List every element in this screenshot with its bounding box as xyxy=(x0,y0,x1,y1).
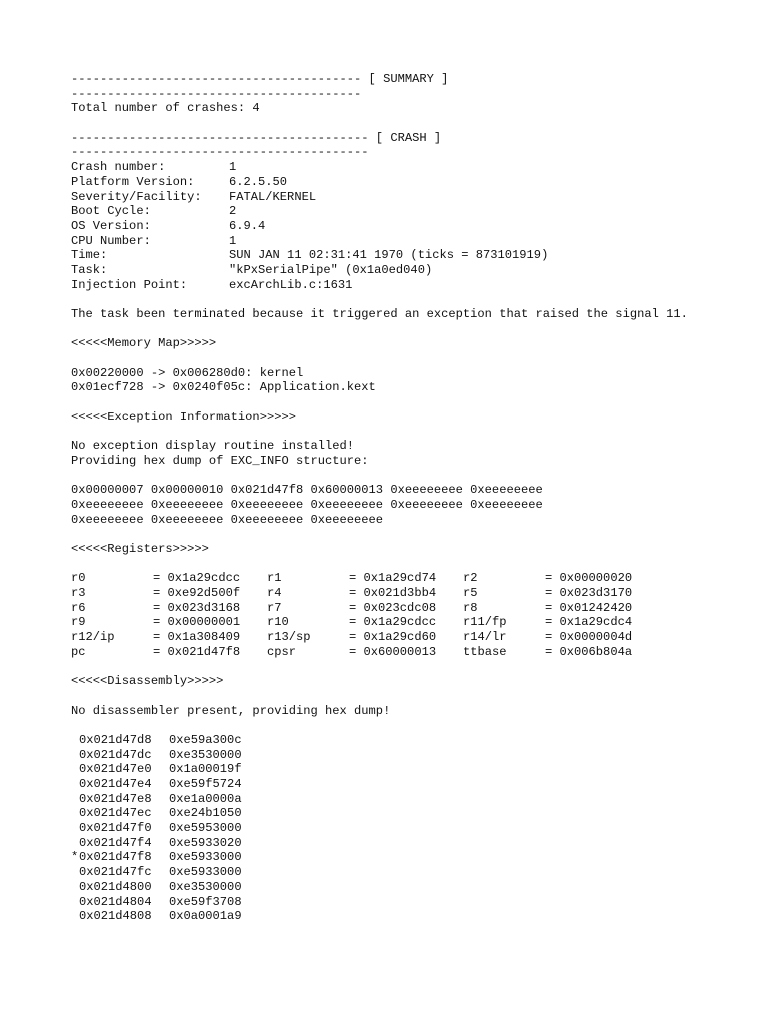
crash-field-row xyxy=(71,263,711,278)
hex-dump-row xyxy=(71,865,711,880)
hex-dump-row xyxy=(71,792,711,807)
hex-address: 0x021d4800 xyxy=(79,879,152,894)
hex-address: 0x021d47dc xyxy=(79,747,152,762)
hex-dump-row xyxy=(71,748,711,763)
hex-word: 0x1a00019f xyxy=(169,762,242,777)
register-name: r3 xyxy=(71,586,86,601)
register-name: r9 xyxy=(71,615,86,630)
register-name: r13/sp xyxy=(267,630,311,645)
exception-info-line: Providing hex dump of EXC_INFO structure: xyxy=(71,453,369,468)
register-row xyxy=(71,571,711,586)
crash-field-value: 6.2.5.50 xyxy=(229,174,288,189)
memory-map-line: 0x00220000 -> 0x006280d0: kernel xyxy=(71,365,304,380)
summary-section xyxy=(71,72,711,116)
register-name: r12/ip xyxy=(71,630,115,645)
crash-field-key: Time: xyxy=(71,248,108,263)
hex-address: 0x021d4808 xyxy=(79,909,152,924)
exception-info-heading: <<<<<Exception Information>>>>> xyxy=(71,409,296,424)
hex-dump-row xyxy=(71,836,711,851)
summary-header: ---------------------------------------- [ SUMMARY ] xyxy=(71,72,449,86)
memory-map-line: 0x01ecf728 -> 0x0240f05c: Application.kext xyxy=(71,380,376,395)
current-instruction-marker xyxy=(71,762,79,777)
register-row xyxy=(71,615,711,630)
crash-field-key: Platform Version: xyxy=(71,174,195,189)
hex-dump-row xyxy=(71,850,711,865)
hex-address: 0x021d47f8 xyxy=(79,850,152,865)
crash-field-key: Severity/Facility: xyxy=(71,189,202,204)
hex-address: 0x021d47fc xyxy=(79,865,152,880)
register-name: r6 xyxy=(71,600,86,615)
crash-field-row xyxy=(71,219,711,234)
crash-field-row xyxy=(71,175,711,190)
register-name: ttbase xyxy=(463,644,507,659)
register-value: = 0x023d3168 xyxy=(153,600,241,615)
register-name: r4 xyxy=(267,586,282,601)
crash-field-value: 6.9.4 xyxy=(229,218,266,233)
crash-field-key: Injection Point: xyxy=(71,277,188,292)
exc-hex-line: 0x00000007 0x00000010 0x021d47f8 0x60000013 0xeeeeeeee 0xeeeeeeee xyxy=(71,483,543,498)
crash-fields xyxy=(71,160,711,292)
hex-dump-row xyxy=(71,733,711,748)
register-value: = 0x021d47f8 xyxy=(153,644,241,659)
crash-field-value: excArchLib.c:1631 xyxy=(229,277,353,292)
hex-address: 0x021d4804 xyxy=(79,894,152,909)
register-row xyxy=(71,586,711,601)
register-name: r14/lr xyxy=(463,630,507,645)
current-instruction-marker xyxy=(71,909,79,924)
crash-field-value: SUN JAN 11 02:31:41 1970 (ticks = 873101919) xyxy=(229,248,549,263)
crash-field-key: Boot Cycle: xyxy=(71,204,151,219)
exc-hex-line: 0xeeeeeeee 0xeeeeeeee 0xeeeeeeee 0xeeeeeeee 0xeeeeeeee 0xeeeeeeee xyxy=(71,497,543,512)
register-name: r8 xyxy=(463,600,478,615)
disassembly-hex-dump xyxy=(71,733,711,924)
disassembly-section xyxy=(71,674,711,924)
register-name: r2 xyxy=(463,571,478,586)
hex-address: 0x021d47ec xyxy=(79,806,152,821)
hex-dump-row xyxy=(71,909,711,924)
current-instruction-marker xyxy=(71,865,79,880)
crash-field-key: OS Version: xyxy=(71,218,151,233)
crash-field-row xyxy=(71,204,711,219)
register-name: r7 xyxy=(267,600,282,615)
register-value: = 0x006b804a xyxy=(545,644,633,659)
register-value: = 0x01242420 xyxy=(545,600,633,615)
register-value: = 0x00000020 xyxy=(545,571,633,586)
crash-rule: ----------------------------------------- xyxy=(71,145,369,160)
register-name: r5 xyxy=(463,586,478,601)
hex-word: 0xe24b1050 xyxy=(169,806,242,821)
register-table xyxy=(71,571,711,659)
crash-field-value: 1 xyxy=(229,160,237,175)
hex-address: 0x021d47e4 xyxy=(79,777,152,792)
register-value: = 0x1a29cd74 xyxy=(349,571,437,586)
register-value: = 0x1a29cdc4 xyxy=(545,615,633,630)
total-crashes: Total number of crashes: 4 xyxy=(71,101,260,116)
register-name: cpsr xyxy=(267,644,297,659)
crash-field-value: 2 xyxy=(229,204,237,219)
crash-field-key: CPU Number: xyxy=(71,233,151,248)
register-name: pc xyxy=(71,644,86,659)
crash-field-row xyxy=(71,278,711,293)
disassembly-note: No disassembler present, providing hex dump! xyxy=(71,703,391,718)
current-instruction-marker xyxy=(71,836,79,851)
exception-info-line: No exception display routine installed! xyxy=(71,439,355,454)
registers-section xyxy=(71,542,711,660)
crash-field-key: Task: xyxy=(71,262,108,277)
crash-field-value: 1 xyxy=(229,233,237,248)
hex-address: 0x021d47f4 xyxy=(79,835,152,850)
register-value: = 0x1a29cdcc xyxy=(349,615,437,630)
current-instruction-marker xyxy=(71,777,79,792)
current-instruction-marker xyxy=(71,748,79,763)
crash-field-row xyxy=(71,234,711,249)
register-row xyxy=(71,601,711,616)
crash-report-document xyxy=(71,72,711,924)
register-name: r1 xyxy=(267,571,282,586)
current-instruction-marker: * xyxy=(71,850,79,865)
register-value: = 0x1a308409 xyxy=(153,630,241,645)
register-value: = 0x023d3170 xyxy=(545,586,633,601)
memory-map-section xyxy=(71,336,711,395)
hex-dump-row xyxy=(71,777,711,792)
current-instruction-marker xyxy=(71,821,79,836)
current-instruction-marker xyxy=(71,806,79,821)
hex-word: 0xe3530000 xyxy=(169,747,242,762)
exc-hex-line: 0xeeeeeeee 0xeeeeeeee 0xeeeeeeee 0xeeeeeeee xyxy=(71,512,384,527)
memory-map-heading: <<<<<Memory Map>>>>> xyxy=(71,336,217,351)
hex-word: 0xe5933020 xyxy=(169,835,242,850)
hex-word: 0xe5933000 xyxy=(169,850,242,865)
crash-field-row xyxy=(71,160,711,175)
hex-word: 0xe59f5724 xyxy=(169,777,242,792)
register-name: r0 xyxy=(71,571,86,586)
hex-dump-row xyxy=(71,762,711,777)
hex-word: 0xe59a300c xyxy=(169,732,242,747)
register-value: = 0x1a29cd60 xyxy=(349,630,437,645)
crash-field-value: FATAL/KERNEL xyxy=(229,189,317,204)
hex-word: 0xe5953000 xyxy=(169,821,242,836)
disassembly-heading: <<<<<Disassembly>>>>> xyxy=(71,674,224,689)
register-value: = 0x0000004d xyxy=(545,630,633,645)
register-row xyxy=(71,630,711,645)
register-name: r10 xyxy=(267,615,289,630)
hex-word: 0xe1a0000a xyxy=(169,791,242,806)
exception-info-section xyxy=(71,410,711,528)
crash-message: The task been terminated because it triggered an exception that raised the signal 11. xyxy=(71,307,688,321)
crash-field-key: Crash number: xyxy=(71,160,166,175)
registers-heading: <<<<<Registers>>>>> xyxy=(71,542,209,557)
register-value: = 0x021d3bb4 xyxy=(349,586,437,601)
register-row xyxy=(71,645,711,660)
crash-header: ----------------------------------------- [ CRASH ] xyxy=(71,130,442,145)
hex-word: 0xe5933000 xyxy=(169,865,242,880)
register-name: r11/fp xyxy=(463,615,507,630)
current-instruction-marker xyxy=(71,880,79,895)
current-instruction-marker xyxy=(71,733,79,748)
hex-dump-row xyxy=(71,806,711,821)
crash-field-row xyxy=(71,190,711,205)
hex-address: 0x021d47e0 xyxy=(79,762,152,777)
hex-address: 0x021d47f0 xyxy=(79,821,152,836)
current-instruction-marker xyxy=(71,895,79,910)
hex-address: 0x021d47d8 xyxy=(79,732,152,747)
hex-dump-row xyxy=(71,895,711,910)
hex-word: 0xe59f3708 xyxy=(169,894,242,909)
register-value: = 0xe92d500f xyxy=(153,586,241,601)
hex-dump-row xyxy=(71,880,711,895)
crash-section xyxy=(71,131,711,293)
summary-rule: ---------------------------------------- xyxy=(71,86,362,101)
register-value: = 0x60000013 xyxy=(349,644,437,659)
hex-address: 0x021d47e8 xyxy=(79,791,152,806)
hex-dump-row xyxy=(71,821,711,836)
crash-field-row xyxy=(71,248,711,263)
register-value: = 0x00000001 xyxy=(153,615,241,630)
register-value: = 0x023cdc08 xyxy=(349,600,437,615)
register-value: = 0x1a29cdcc xyxy=(153,571,241,586)
crash-field-value: "kPxSerialPipe" (0x1a0ed040) xyxy=(229,262,433,277)
hex-word: 0x0a0001a9 xyxy=(169,909,242,924)
hex-word: 0xe3530000 xyxy=(169,879,242,894)
current-instruction-marker xyxy=(71,792,79,807)
